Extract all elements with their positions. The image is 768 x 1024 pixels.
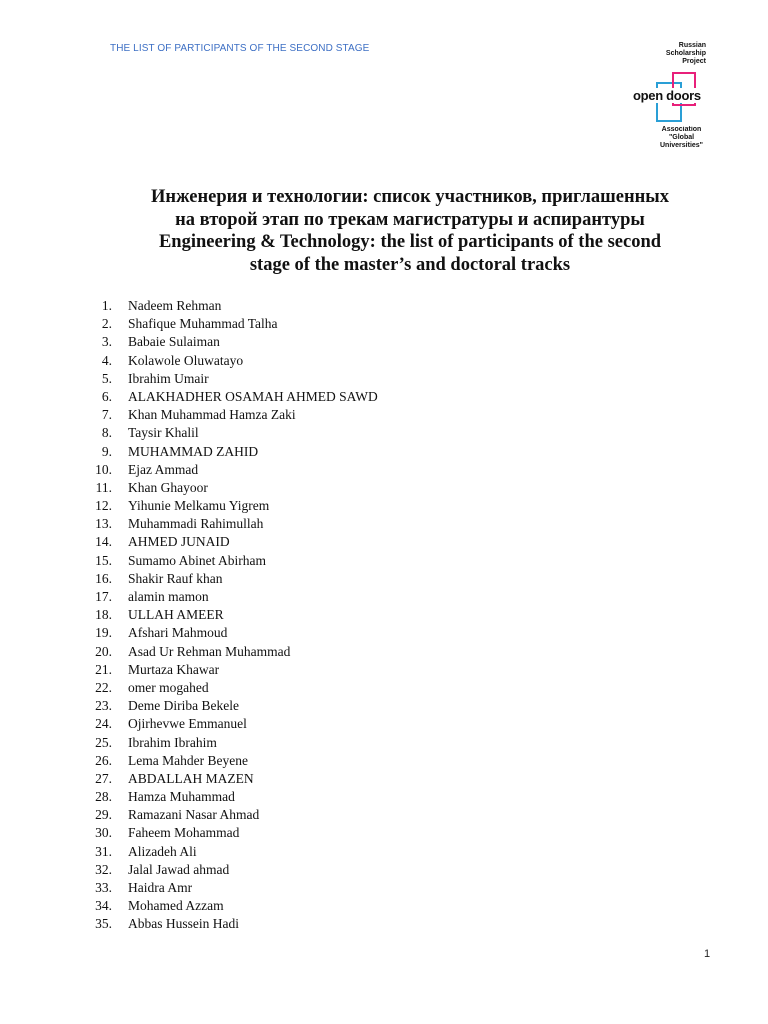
list-item-number: 7. <box>101 407 112 423</box>
list-item-number: 1. <box>101 298 112 313</box>
list-item-number: 22. <box>95 679 112 695</box>
list-item-number: 17. <box>95 589 112 604</box>
participant-name: Sumamo Abinet Abirham <box>128 552 266 568</box>
list-item-number: 14. <box>95 534 112 550</box>
list-item <box>80 806 378 824</box>
list-item <box>80 661 378 679</box>
list-item-number: 25. <box>95 734 112 750</box>
list-item <box>80 715 378 733</box>
list-item <box>80 497 378 515</box>
list-item-number: 4. <box>101 352 112 368</box>
list-item <box>80 479 378 497</box>
list-item <box>80 570 378 588</box>
logo-bottom-line: Universities" <box>660 142 704 148</box>
participant-name: ALAKHADHER OSAMAH AHMED SAWD <box>128 388 378 404</box>
page-header: THE LIST OF PARTICIPANTS OF THE SECOND STAGE <box>110 43 370 54</box>
list-item <box>80 643 378 661</box>
list-item <box>80 588 378 606</box>
logo-bottom-text <box>660 126 703 148</box>
title-line-en-1: Engineering & Technology: the list of participants of the second <box>158 232 662 252</box>
participant-name: Babaie Sulaiman <box>128 334 220 350</box>
document-title <box>80 186 740 276</box>
list-item-number: 26. <box>95 752 112 768</box>
participant-name: Mohamed Azzam <box>128 898 224 914</box>
list-item <box>80 443 378 461</box>
logo-top-line: Project <box>682 58 706 65</box>
participant-name: Hamza Muhammad <box>128 789 235 805</box>
list-item <box>80 843 378 861</box>
list-item <box>80 679 378 697</box>
participant-name: Muhammadi Rahimullah <box>128 516 264 532</box>
participant-name: Ibrahim Ibrahim <box>128 734 217 750</box>
list-item-number: 27. <box>95 770 112 786</box>
participant-name: Ojirhevwe Emmanuel <box>128 716 247 732</box>
page-number: 1 <box>704 948 711 960</box>
list-item <box>80 388 378 406</box>
list-item <box>80 352 378 370</box>
list-item <box>80 370 378 388</box>
title-line-ru-1: Инженерия и технологии: список участников, приглашенных <box>151 187 669 207</box>
participant-name: Lema Mahder Beyene <box>128 752 248 768</box>
participant-name: omer mogahed <box>128 679 209 695</box>
list-item <box>80 624 378 642</box>
participant-name: Nadeem Rehman <box>128 298 222 313</box>
list-item-number: 9. <box>101 443 112 459</box>
list-item <box>80 861 378 879</box>
list-item-number: 2. <box>101 316 112 332</box>
participant-name: Haidra Amr <box>128 880 193 895</box>
participant-name: Khan Ghayoor <box>128 479 208 495</box>
participant-name: Alizadeh Ali <box>128 843 197 859</box>
participant-name: ABDALLAH MAZEN <box>128 770 254 786</box>
list-item <box>80 770 378 788</box>
participant-name: Khan Muhammad Hamza Zaki <box>128 407 296 423</box>
participant-name: Kolawole Oluwatayo <box>128 352 244 368</box>
participant-name: Taysir Khalil <box>128 425 199 441</box>
participant-name: alamin mamon <box>128 589 209 604</box>
logo-wordmark: open doors <box>633 88 701 103</box>
list-item <box>80 788 378 806</box>
logo-top-line: Russian <box>678 42 706 49</box>
participant-name: MUHAMMAD ZAHID <box>128 443 259 459</box>
list-item <box>80 333 378 351</box>
list-item-number: 35. <box>95 916 112 932</box>
participant-name: Murtaza Khawar <box>128 661 220 677</box>
list-item-number: 13. <box>95 516 112 532</box>
list-item <box>80 552 378 570</box>
title-line-en-2: stage of the master’s and doctoral tracks <box>249 254 571 275</box>
logo-top-line: Scholarship <box>665 50 706 57</box>
participant-name: Shakir Rauf khan <box>128 570 223 586</box>
list-item <box>80 824 378 842</box>
list-item-number: 16. <box>95 570 112 586</box>
participant-name: AHMED JUNAID <box>128 534 230 550</box>
list-item-number: 8. <box>101 425 112 441</box>
participant-name: ULLAH AMEER <box>128 607 224 623</box>
list-item-number: 20. <box>95 643 112 659</box>
list-item <box>80 915 378 933</box>
list-item-number: 30. <box>95 825 112 841</box>
list-item-number: 3. <box>101 334 112 350</box>
list-item <box>80 315 378 333</box>
participants-list <box>80 297 378 934</box>
list-item <box>80 515 378 533</box>
open-doors-logo <box>628 42 728 146</box>
list-item <box>80 897 378 915</box>
list-item-number: 19. <box>95 625 112 641</box>
participant-name: Abbas Hussein Hadi <box>128 916 239 932</box>
participant-name: Shafique Muhammad Talha <box>128 316 278 332</box>
list-item <box>80 424 378 442</box>
participant-name: Yihunie Melkamu Yigrem <box>128 498 270 514</box>
list-item <box>80 297 378 315</box>
participant-name: Asad Ur Rehman Muhammad <box>128 643 291 659</box>
participant-name: Faheem Mohammad <box>128 825 240 841</box>
list-item-number: 10. <box>95 461 112 477</box>
list-item-number: 6. <box>101 388 112 404</box>
list-item-number: 15. <box>95 552 112 568</box>
list-item-number: 33. <box>95 880 112 895</box>
list-item-number: 18. <box>95 607 112 623</box>
list-item <box>80 697 378 715</box>
list-item-number: 31. <box>95 843 112 859</box>
list-item-number: 11. <box>95 479 112 495</box>
participant-name: Afshari Mahmoud <box>128 625 228 641</box>
list-item <box>80 734 378 752</box>
participant-name: Jalal Jawad ahmad <box>128 861 230 877</box>
participant-name: Ejaz Ammad <box>128 461 199 477</box>
list-item-number: 21. <box>95 661 112 677</box>
list-item <box>80 606 378 624</box>
list-item <box>80 461 378 479</box>
list-item-number: 34. <box>95 898 112 914</box>
list-item-number: 24. <box>95 716 112 732</box>
list-item-number: 29. <box>95 807 112 823</box>
list-item-number: 28. <box>95 789 112 805</box>
list-item <box>80 879 378 897</box>
logo-top-text <box>666 42 706 66</box>
participant-name: Ramazani Nasar Ahmad <box>128 807 260 823</box>
list-item <box>80 406 378 424</box>
list-item-number: 12. <box>95 498 112 514</box>
list-item-number: 32. <box>95 861 112 877</box>
participant-name: Ibrahim Umair <box>128 370 209 386</box>
participant-name: Deme Diriba Bekele <box>128 698 239 714</box>
list-item <box>80 533 378 551</box>
list-item-number: 23. <box>95 698 112 714</box>
list-item-number: 5. <box>101 370 112 386</box>
logo-bottom-line: "Global <box>668 134 695 141</box>
title-line-ru-2: на второй этап по трекам магистратуры и аспирантуры <box>175 209 645 230</box>
logo-bottom-line: Association <box>661 126 702 133</box>
list-item <box>80 752 378 770</box>
